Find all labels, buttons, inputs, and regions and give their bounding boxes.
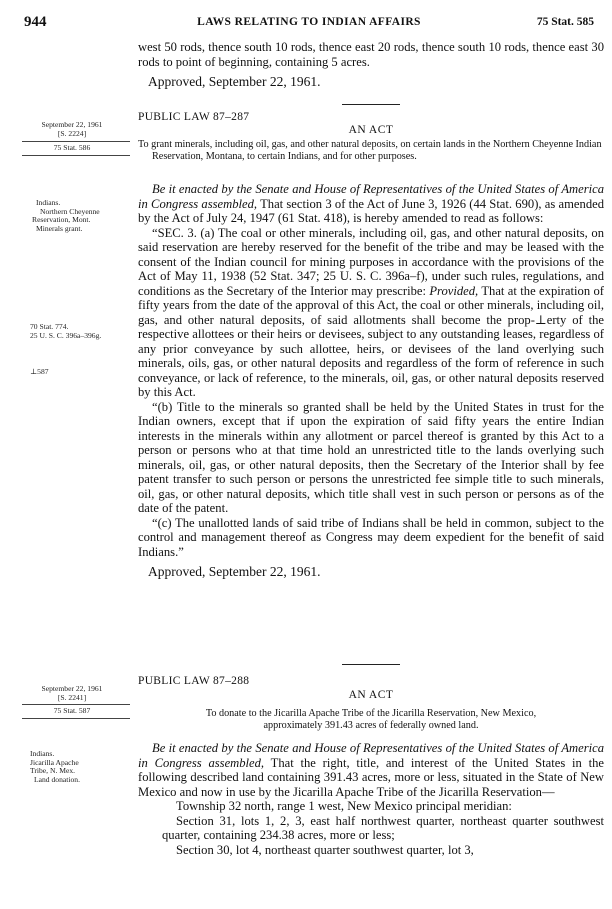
- running-header: [24, 14, 594, 34]
- margin-note-line: Indians.: [36, 198, 61, 207]
- previous-law-continuation: [138, 40, 604, 90]
- law1-purpose: To grant minerals, including oil, gas, and other natural deposits, on certain lands in the Northern Cheyenne Indian Reservation, Montana, to certain Indians, and for other purposes.: [138, 139, 602, 162]
- law2-an-act: AN ACT: [348, 689, 394, 701]
- margin-rule: [22, 718, 130, 719]
- law1-enacting-clause: [138, 182, 604, 226]
- approved-date-previous: Approved, September 22, 1961.: [148, 74, 321, 89]
- enacting-italic: Be it enacted by the Senate and House of Representatives of the United States of America in Congress assembled,: [138, 741, 604, 770]
- margin-note-line: Reservation, Mont.: [32, 215, 91, 225]
- margin-page-marker: ⊥587: [30, 367, 49, 376]
- section-a-text-cont: That at the expiration of fifty years from the date of the approval of this Act, the coal or other minerals, including oil, gas, and other natural deposits, of said allotments shall become the prop-⊥erty of the respective allottees or their heirs or devisees, subject to any outstanding leases, regardless of any prior conveyance by such allottee, heirs, or devisees of the land overlying such minerals, oils, gas, or other natural deposits and regardless of the form of reference in such conveyance, or lack of reference, to the minerals, oil, gas, or other natural deposits reserved by this Act.: [138, 283, 604, 399]
- law1-approved-date: Approved, September 22, 1961.: [148, 564, 321, 579]
- margin-citation-line: 70 Stat. 774.: [30, 322, 69, 331]
- enacting-italic: Be it enacted by the Senate and House of Representatives of the United States of America in Congress assembled,: [138, 182, 604, 211]
- margin-date: September 22, 1961: [41, 684, 103, 693]
- margin-bill-number: [S. 2224]: [57, 128, 87, 138]
- purpose-line: approximately 391.43 acres of federally owned land.: [263, 719, 479, 731]
- margin-stat: 75 Stat. 587: [53, 706, 91, 715]
- law1-body: [138, 182, 604, 580]
- enacting-rest: That the right, title, and interest of the United States in the following described land containing 391.43 acres, more or less, situated in the State of New Mexico and now in use by the Jicarilla Apache Tribe of the Jicarilla Reservation—: [138, 755, 605, 799]
- law2-section-31: Section 31, lots 1, 2, 3, east half northwest quarter, northeast quarter southwest quarter, containing 234.38 acres, more or less;: [162, 813, 604, 842]
- margin-note-line: Tribe, N. Mex.: [30, 766, 76, 776]
- margin-note-line: Indians.: [30, 749, 55, 758]
- law2-public-law-number: PUBLIC LAW 87–288: [138, 675, 250, 687]
- law1-section-b: “(b) Title to the minerals so granted shall be held by the United States in trust for the Indian owners, except that if upon the expiration of said fifty years the entire Indian interests in the minerals within any allotment or parcel thereof is granted by this Act to a person or persons who at that time hold an unrestricted title to the lands overlying such minerals, oil, gas, or other natural deposits, then the Secretary of the Interior shall by fee patent transfer to such person or persons the unrestricted fee simple title to such minerals, oil, gas, or other natural deposits, which title shall vest in such person or persons as of the date of the patent.: [138, 399, 604, 515]
- margin-note-line: Minerals grant.: [36, 223, 83, 233]
- margin-rule: [22, 155, 130, 156]
- margin-rule: [22, 141, 130, 142]
- purpose-line: To donate to the Jicarilla Apache Tribe of the Jicarilla Reservation, New Mexico,: [205, 708, 537, 719]
- law1-margin-note-subject: [32, 198, 148, 233]
- law1-an-act: AN ACT: [348, 124, 394, 136]
- section-a-text: “SEC. 3. (a) The coal or other minerals, including oil, gas, and other natural deposits, on said reservation are hereby reserved for the benefit of the tribe and may be leased with the consent of the Indian council for mining purposes in accordance with the provisions of the Act of May 11, 1938 (52 Stat. 347; 25 U. S. C. 396a–f), under such rules, regulations, and conditions as the Secretary of the Interior may prescribe:: [138, 225, 604, 298]
- law2-margin-note-subject: [30, 750, 142, 784]
- margin-note-line: Jicarilla Apache: [30, 757, 79, 767]
- section-divider: [342, 664, 400, 665]
- enacting-rest: That section 3 of the Act of June 3, 1926 (44 Stat. 690), as amended by the Act of July 24, 1947 (61 Stat. 418), is hereby amended to read as follows:: [138, 196, 604, 225]
- margin-citation-line: 25 U. S. C. 396a–396g.: [30, 330, 102, 340]
- law2-purpose: [138, 708, 604, 731]
- margin-note-line: Northern Cheyenne: [40, 206, 100, 216]
- margin-rule: [22, 704, 130, 705]
- law1-margin-note-citation: [30, 323, 142, 340]
- margin-note-line: Land donation.: [34, 774, 80, 784]
- law2-township: Township 32 north, range 1 west, New Mexico principal meridian:: [176, 799, 512, 813]
- header-statute: 75 Stat. 585: [536, 16, 594, 28]
- law2-enacting-clause: [138, 741, 604, 799]
- margin-date: September 22, 1961: [41, 120, 103, 129]
- law1-section-c: “(c) The unallotted lands of said tribe of Indians shall be held in common, subject to the control and management thereof as Congress may deem expedient for the benefit of said Indians.”: [138, 515, 604, 559]
- section-divider: [342, 104, 400, 105]
- provided-italic: Provided,: [429, 283, 479, 298]
- continuation-text: west 50 rods, thence south 10 rods, thence east 20 rods, thence south 10 rods, thence east 30 rods to point of beginning, containing 5 acres.: [138, 40, 604, 69]
- margin-bill-number: [S. 2241]: [57, 692, 87, 702]
- law2-margin-date: [22, 685, 122, 702]
- law1-public-law-number: PUBLIC LAW 87–287: [138, 111, 250, 123]
- law1-margin-date: [22, 121, 122, 138]
- page-number: 944: [24, 14, 47, 30]
- header-title: LAWS RELATING TO INDIAN AFFAIRS: [197, 16, 421, 28]
- law2-section-30: Section 30, lot 4, northeast quarter southwest quarter, lot 3,: [176, 842, 474, 857]
- law2-body: [138, 741, 604, 857]
- margin-stat: 75 Stat. 586: [53, 143, 91, 152]
- law1-section-a: [138, 226, 604, 400]
